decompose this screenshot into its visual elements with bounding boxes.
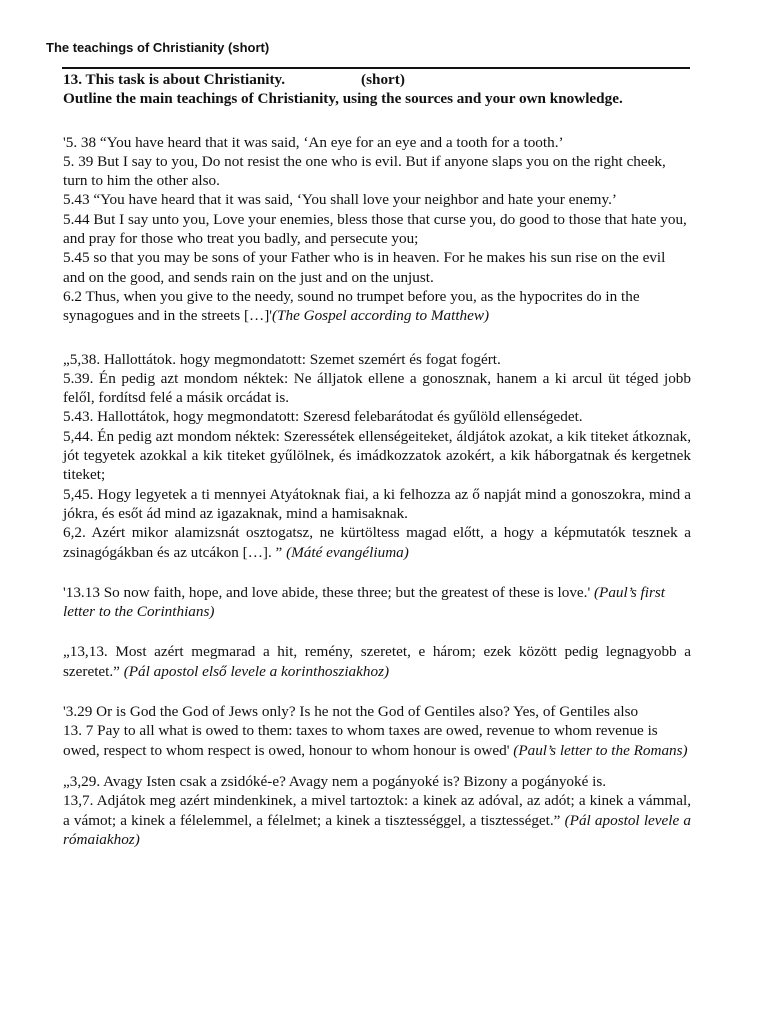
verse-5-43-en: 5.43 “You have heard that it was said, ‘You shall love your neighbor and hate your enemy.’	[63, 191, 617, 209]
verse-5-39-en: 5. 39 But I say to you, Do not resist the one who is evil. But if anyone slaps you on the right cheek, turn to him the other also.	[63, 152, 666, 190]
task-number-line: 13. This task is about Christianity.	[63, 71, 286, 88]
source-corinthians-en: (Paul’s first letter to the Corinthians)	[63, 583, 666, 621]
source-romans-hu: (Pál apostol levele a rómaiakhoz)	[63, 811, 691, 848]
document-body	[63, 70, 691, 849]
verse-5-39-hu: 5.39. Én pedig azt mondom néktek: Ne álljatok ellene a gonosznak, hanem a ki arcul üt téged jobb felől, fordítsd felé a másik orcádat is.	[63, 369, 691, 407]
verse-5-43-hu: 5.43. Hallottátok, hogy megmondatott: Szeresd felebarátodat és gyűlöld ellenségedet.	[63, 408, 583, 426]
verse-3-29-en: '3.29 Or is God the God of Jews only? Is he not the God of Gentiles also? Yes, of Gentiles also	[63, 703, 639, 721]
verse-6-2-en: 6.2 Thus, when you give to the needy, sound no trumpet before you, as the hypocrites do in the synagogues and in the streets […]'	[63, 287, 640, 325]
romans-english	[63, 702, 691, 760]
verse-5-44-hu: 5,44. Én pedig azt mondom néktek: Szeressétek ellenségeiteket, áldjátok azokat, a kik titeket átkoznak, jót tegyetek azokkal a kik titeket gyűlölnek, és imádkozzatok azokért, a kik háborgatnak és kergetnek titeket;	[63, 427, 691, 484]
source-matthew-en: (The Gospel according to Matthew)	[271, 307, 490, 325]
verse-5-44-en: 5.44 But I say unto you, Love your enemies, bless those that curse you, do good to those that hate you, and pray for those who treat you badly, and persecute you;	[63, 210, 687, 248]
source-romans-en: (Paul’s letter to the Romans)	[513, 741, 688, 759]
verse-13-13-hu: „13,13. Most azért megmarad a hit, remény, szeretet, e három; ezek között pedig legnagyobb a szeretet.”	[63, 643, 691, 680]
verse-5-45-hu: 5,45. Hogy legyetek a ti mennyei Atyátoknak fiai, a ki felhozza az ő napját mind a gonoszokra, mind a jókra, és esőt ád mind az igazaknak, mind a hamisaknak.	[63, 485, 691, 522]
verse-3-29-hu: „3,29. Avagy Isten csak a zsidóké-e? Avagy nem a pogányoké is? Bizony a pogányoké is.	[63, 772, 607, 790]
verse-13-7-en: 13. 7 Pay to all what is owed to them: taxes to whom taxes are owed, revenue to whom revenue is owed, respect to whom respect is owed, honour to whom honour is owed'	[63, 722, 658, 759]
verse-5-38-en: '5. 38 “You have heard that it was said, ‘An eye for an eye and a tooth for a tooth.’	[63, 133, 564, 151]
verse-13-13-en: '13.13 So now faith, hope, and love abide, these three; but the greatest of these is love.'	[63, 583, 591, 601]
task-tag: (short)	[361, 71, 405, 88]
header-rule	[62, 67, 690, 69]
verse-5-38-hu: „5,38. Hallottátok. hogy megmondatott: Szemet szemért és fogat fogért.	[63, 350, 501, 368]
matthew-hungarian	[63, 350, 691, 562]
verse-6-2-hu: 6,2. Azért mikor alamizsnát osztogatsz, ne kürtöltess magad előtt, a hogy a képmutatók tesznek a zsinagógákban és az utcákon […]. ”	[63, 524, 691, 561]
matthew-english	[63, 133, 691, 326]
source-corinthians-hu: (Pál apostol első levele a korinthosziakhoz)	[123, 662, 390, 680]
source-matthew-hu: (Máté evangéliuma)	[286, 543, 409, 561]
verse-13-7-hu: 13,7. Adjátok meg azért mindenkinek, a mivel tartoztok: a kinek az adóval, az adót; a kinek a vámmal, a vámot; a kinek a félelemmel, a félelmet; a kinek a tisztességgel, a tisztességet.”	[63, 792, 691, 829]
page-header: The teachings of Christianity (short)	[46, 40, 270, 55]
romans-hungarian	[63, 772, 691, 849]
task-heading	[63, 70, 691, 109]
corinthians-hungarian	[63, 642, 691, 681]
task-instruction: Outline the main teachings of Christianity, using the sources and your own knowledge.	[63, 90, 623, 108]
corinthians-english	[63, 583, 691, 622]
verse-5-45-en: 5.45 so that you may be sons of your Father who is in heaven. For he makes his sun rise on the evil and on the good, and sends rain on the just and on the unjust.	[63, 249, 666, 286]
